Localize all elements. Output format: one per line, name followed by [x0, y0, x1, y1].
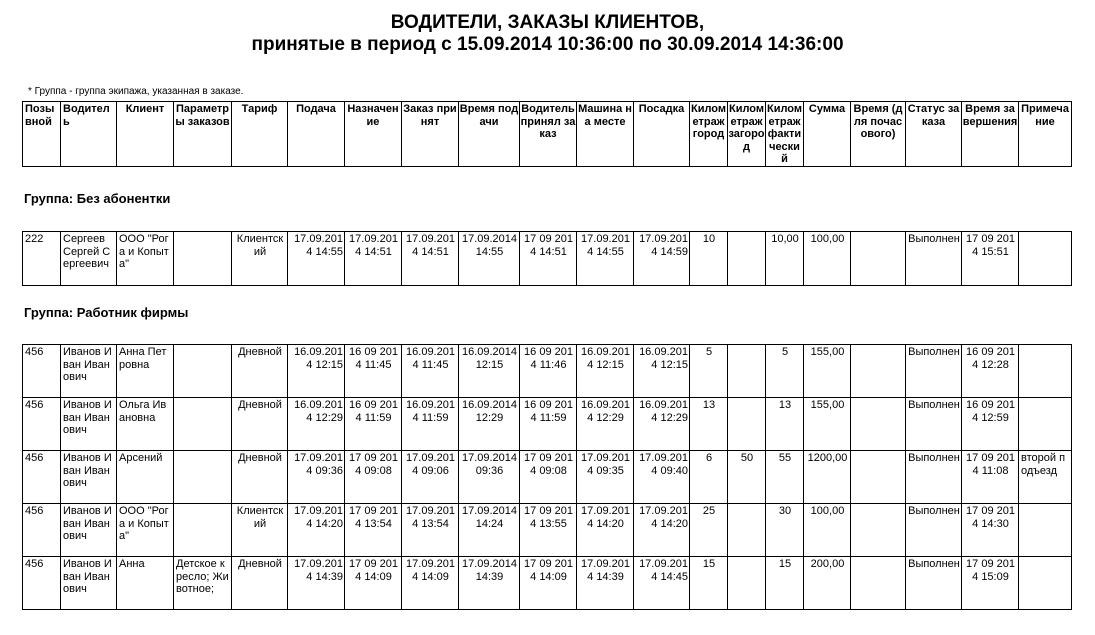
cell-driver: Сергеев Сергей Сергеевич: [61, 232, 117, 286]
cell-amount: 200,00: [804, 557, 851, 610]
cell-client: Анна: [117, 557, 174, 610]
column-header-pickup-time: Подача: [288, 102, 345, 167]
cell-km-city: 5: [690, 345, 728, 398]
cell-car-arrived: 16.09.2014 12:29: [577, 398, 634, 451]
cell-order-status: Выполнен: [906, 557, 962, 610]
group-title: Группа: Без абонентки: [24, 191, 171, 206]
cell-driver: Иванов Иван Иванович: [61, 451, 117, 504]
cell-assigned: 16 09 2014 11:45: [345, 345, 402, 398]
cell-order-status: Выполнен: [906, 398, 962, 451]
cell-callsign: 456: [23, 557, 61, 610]
column-header-client: Клиент: [117, 102, 174, 167]
cell-car-arrived: 17.09.2014 14:55: [577, 232, 634, 286]
cell-km-city: 25: [690, 504, 728, 557]
cell-amount: 1200,00: [804, 451, 851, 504]
cell-client: ООО "Рога и Копыта": [117, 232, 174, 286]
cell-callsign: 222: [23, 232, 61, 286]
column-header-driver-accepted: Водитель принял заказ: [520, 102, 577, 167]
cell-remarks: [1019, 232, 1072, 286]
cell-pickup-time: 16.09.2014 12:29: [288, 398, 345, 451]
table-row: [23, 398, 1072, 451]
cell-order-params: [174, 232, 232, 286]
cell-car-arrived: 16.09.2014 12:15: [577, 345, 634, 398]
cell-completion-time: 17 09 2014 15:51: [962, 232, 1019, 286]
group-footnote: * Группа - группа экипажа, указанная в заказе.: [28, 86, 244, 97]
cell-km-city: 10: [690, 232, 728, 286]
cell-driver: Иванов Иван Иванович: [61, 345, 117, 398]
column-header-order-status: Статус заказа: [906, 102, 962, 167]
cell-km-outside: [728, 232, 766, 286]
cell-boarding: 17.09.2014 09:40: [634, 451, 690, 504]
table-row: [23, 451, 1072, 504]
cell-driver-accepted: 16 09 2014 11:59: [520, 398, 577, 451]
column-header-km-outside: Километраж загород: [728, 102, 766, 167]
group-orders-table: [22, 231, 1072, 286]
cell-km-city: 13: [690, 398, 728, 451]
cell-remarks: [1019, 398, 1072, 451]
cell-amount: 155,00: [804, 345, 851, 398]
cell-km-city: 15: [690, 557, 728, 610]
cell-km-outside: [728, 504, 766, 557]
cell-arrival-time: 17.09.2014 09:36: [459, 451, 520, 504]
cell-callsign: 456: [23, 345, 61, 398]
column-header-arrival-time: Время подачи: [459, 102, 520, 167]
cell-tariff: Дневной: [232, 451, 288, 504]
cell-arrival-time: 17.09.2014 14:24: [459, 504, 520, 557]
column-header-callsign: Позывной: [23, 102, 61, 167]
cell-pickup-time: 16.09.2014 12:15: [288, 345, 345, 398]
cell-arrival-time: 17.09.2014 14:55: [459, 232, 520, 286]
cell-driver-accepted: 16 09 2014 11:46: [520, 345, 577, 398]
cell-driver-accepted: 17 09 2014 13:55: [520, 504, 577, 557]
cell-order-params: [174, 504, 232, 557]
column-header-order-accepted: Заказ принят: [402, 102, 459, 167]
cell-tariff: Дневной: [232, 557, 288, 610]
cell-callsign: 456: [23, 504, 61, 557]
cell-km-actual: 13: [766, 398, 804, 451]
cell-client: ООО "Рога и Копыта": [117, 504, 174, 557]
cell-tariff: Дневной: [232, 345, 288, 398]
table-row: [23, 504, 1072, 557]
column-header-car-arrived: Машина на месте: [577, 102, 634, 167]
cell-client: Арсений: [117, 451, 174, 504]
column-header-order-params: Параметры заказов: [174, 102, 232, 167]
cell-km-outside: [728, 398, 766, 451]
cell-driver-accepted: 17 09 2014 14:51: [520, 232, 577, 286]
group-title: Группа: Работник фирмы: [24, 305, 189, 320]
cell-order-status: Выполнен: [906, 232, 962, 286]
cell-tariff: Клиентский: [232, 232, 288, 286]
cell-completion-time: 17 09 2014 14:30: [962, 504, 1019, 557]
cell-km-actual: 5: [766, 345, 804, 398]
cell-boarding: 16.09.2014 12:15: [634, 345, 690, 398]
group-orders-table: [22, 344, 1072, 610]
table-row: [23, 345, 1072, 398]
cell-boarding: 17.09.2014 14:20: [634, 504, 690, 557]
cell-hourly-time: [851, 451, 906, 504]
cell-hourly-time: [851, 504, 906, 557]
cell-order-params: [174, 451, 232, 504]
cell-km-actual: 15: [766, 557, 804, 610]
cell-driver-accepted: 17 09 2014 09:08: [520, 451, 577, 504]
cell-car-arrived: 17.09.2014 09:35: [577, 451, 634, 504]
cell-tariff: Дневной: [232, 398, 288, 451]
column-header-remarks: Примечание: [1019, 102, 1072, 167]
cell-order-status: Выполнен: [906, 504, 962, 557]
cell-completion-time: 16 09 2014 12:59: [962, 398, 1019, 451]
column-header-driver: Водитель: [61, 102, 117, 167]
cell-driver-accepted: 17 09 2014 14:09: [520, 557, 577, 610]
cell-assigned: 17 09 2014 09:08: [345, 451, 402, 504]
cell-order-accepted: 17.09.2014 14:09: [402, 557, 459, 610]
cell-callsign: 456: [23, 451, 61, 504]
column-header-km-actual: Километраж фактический: [766, 103, 803, 165]
cell-remarks: [1019, 504, 1072, 557]
cell-pickup-time: 17.09.2014 14:39: [288, 557, 345, 610]
cell-remarks: [1019, 557, 1072, 610]
cell-completion-time: 17 09 2014 15:09: [962, 557, 1019, 610]
cell-boarding: 17.09.2014 14:45: [634, 557, 690, 610]
cell-callsign: 456: [23, 398, 61, 451]
cell-km-actual: 30: [766, 504, 804, 557]
cell-hourly-time: [851, 345, 906, 398]
cell-client: Ольга Ивановна: [117, 398, 174, 451]
cell-order-params: [174, 398, 232, 451]
cell-completion-time: 17 09 2014 11:08: [962, 451, 1019, 504]
cell-assigned: 17 09 2014 13:54: [345, 504, 402, 557]
report-period: принятые в период с 15.09.2014 10:36:00 по 30.09.2014 14:36:00: [251, 34, 844, 55]
cell-remarks: [1019, 345, 1072, 398]
cell-pickup-time: 17.09.2014 14:20: [288, 504, 345, 557]
report-title: ВОДИТЕЛИ, ЗАКАЗЫ КЛИЕНТОВ,: [390, 12, 705, 33]
table-row: [23, 232, 1072, 286]
cell-remarks: второй подъезд: [1019, 451, 1072, 504]
cell-tariff: Клиентский: [232, 504, 288, 557]
cell-km-outside: [728, 345, 766, 398]
cell-order-params: Детское кресло; Животное;: [174, 557, 232, 610]
column-header-km-city: Километраж город: [690, 102, 728, 167]
column-header-assigned: Назначение: [345, 102, 402, 167]
cell-pickup-time: 17.09.2014 09:36: [288, 451, 345, 504]
column-header-boarding: Посадка: [634, 102, 690, 167]
column-header-amount: Сумма: [804, 102, 851, 167]
cell-order-accepted: 17.09.2014 09:06: [402, 451, 459, 504]
cell-assigned: 16 09 2014 11:59: [345, 398, 402, 451]
cell-amount: 155,00: [804, 398, 851, 451]
cell-order-accepted: 17.09.2014 13:54: [402, 504, 459, 557]
cell-km-outside: 50: [728, 451, 766, 504]
column-header-tariff: Тариф: [232, 102, 288, 167]
cell-order-accepted: 17.09.2014 14:51: [402, 232, 459, 286]
cell-order-accepted: 16.09.2014 11:59: [402, 398, 459, 451]
cell-driver: Иванов Иван Иванович: [61, 398, 117, 451]
cell-km-actual: 55: [766, 451, 804, 504]
cell-assigned: 17.09.2014 14:51: [345, 232, 402, 286]
cell-car-arrived: 17.09.2014 14:39: [577, 557, 634, 610]
cell-completion-time: 16 09 2014 12:28: [962, 345, 1019, 398]
cell-hourly-time: [851, 398, 906, 451]
cell-order-params: [174, 345, 232, 398]
cell-boarding: 17.09.2014 14:59: [634, 232, 690, 286]
cell-amount: 100,00: [804, 504, 851, 557]
cell-amount: 100,00: [804, 232, 851, 286]
cell-driver: Иванов Иван Иванович: [61, 504, 117, 557]
cell-km-actual: 10,00: [766, 232, 804, 286]
cell-boarding: 16.09.2014 12:29: [634, 398, 690, 451]
cell-assigned: 17 09 2014 14:09: [345, 557, 402, 610]
cell-order-status: Выполнен: [906, 345, 962, 398]
cell-car-arrived: 17.09.2014 14:20: [577, 504, 634, 557]
cell-hourly-time: [851, 232, 906, 286]
cell-km-outside: [728, 557, 766, 610]
report-table-header: [22, 101, 1072, 167]
cell-driver: Иванов Иван Иванович: [61, 557, 117, 610]
cell-arrival-time: 16.09.2014 12:15: [459, 345, 520, 398]
cell-pickup-time: 17.09.2014 14:55: [288, 232, 345, 286]
table-row: [23, 557, 1072, 610]
cell-arrival-time: 17.09.2014 14:39: [459, 557, 520, 610]
cell-km-city: 6: [690, 451, 728, 504]
cell-client: Анна Петровна: [117, 345, 174, 398]
cell-order-status: Выполнен: [906, 451, 962, 504]
cell-arrival-time: 16.09.2014 12:29: [459, 398, 520, 451]
cell-order-accepted: 16.09.2014 11:45: [402, 345, 459, 398]
column-header-completion-time: Время завершения: [962, 102, 1019, 167]
cell-hourly-time: [851, 557, 906, 610]
column-header-hourly-time: Время (для почасового): [851, 102, 906, 167]
